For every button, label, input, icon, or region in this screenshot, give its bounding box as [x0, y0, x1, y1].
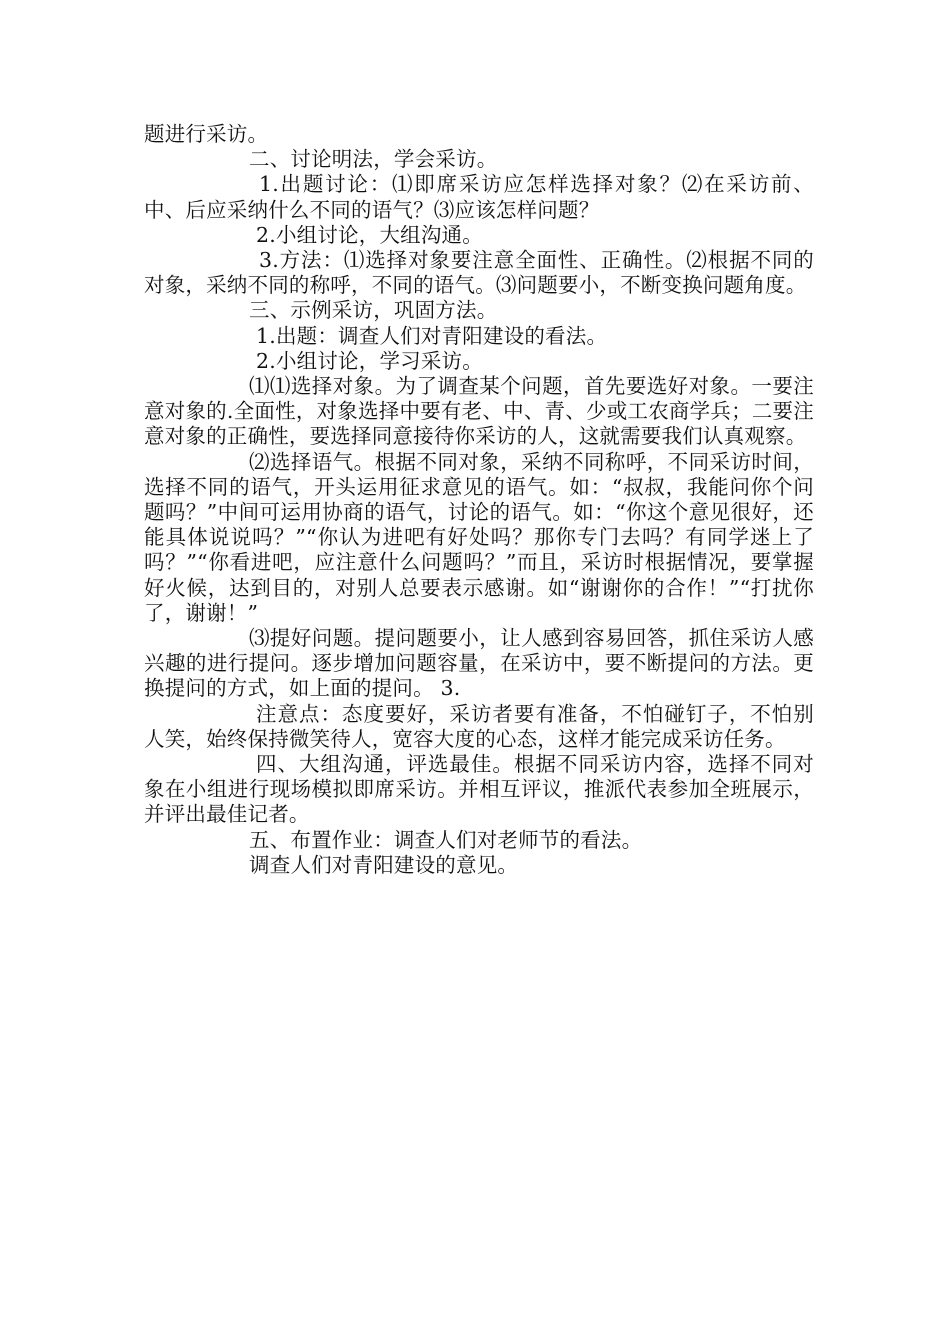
paragraph-2-3: 3.方法：⑴选择对象要注意全面性、正确性。⑵根据不同的对象，采纳不同的称呼，不同的语气。⑶问题要小，不断变换问题角度。 — [144, 248, 814, 298]
paragraph-2-1: 1.出题讨论：⑴即席采访应怎样选择对象？⑵在采访前、中、后应采纳什么不同的语气？⑶应该怎样问题？ — [144, 172, 814, 222]
paragraph-3-2-2: ⑵选择语气。根据不同对象，采纳不同称呼，不同采访时间，选择不同的语气，开头运用征求意见的语气。如：“叔叔，我能问你个问题吗？”中间可运用协商的语气，讨论的语气。如：“你这个意见很好，还能具体说说吗？”“你认为进吧有好处吗？那你专门去吗？有同学迷上了吗？”“你看进吧，应注意什么问题吗？”而且，采访时根据情况，要掌握好火候，达到目的，对别人总要表示感谢。如“谢谢你的合作！”“打扰你了，谢谢！” — [144, 449, 814, 625]
paragraph-3-2-3: ⑶提好问题。提问题要小，让人感到容易回答，抓住采访人感兴趣的进行提问。逐步增加问题容量，在采访中，要不断提问的方法。更换提问的方式，如上面的提问。 3. — [144, 626, 814, 701]
paragraph-notes: 注意点：态度要好，采访者要有准备，不怕碰钉子，不怕别人笑，始终保持微笑待人，宽容大度的心态，这样才能完成采访任务。 — [144, 701, 814, 751]
section-heading-5: 五、布置作业：调查人们对老师节的看法。 — [249, 827, 643, 852]
paragraph-3-2: 2.小组讨论，学习采访。 — [256, 348, 483, 373]
section-heading-3: 三、示例采访，巩固方法。 — [249, 298, 498, 323]
section-heading-2: 二、讨论明法，学会采访。 — [249, 147, 498, 172]
paragraph-3-2-1: ⑴⑴选择对象。为了调查某个问题，首先要选好对象。一要注意对象的.全面性，对象选择中要有老、中、青、少或工农商学兵；二要注意对象的正确性，要选择同意接待你采访的人，这就需要我们认真观察。 — [144, 374, 814, 449]
paragraph-2-2: 2.小组讨论，大组沟通。 — [256, 222, 483, 247]
section-heading-4: 四、大组沟通，评选最佳。根据不同采访内容，选择不同对象在小组进行现场模拟即席采访。并相互评议，推派代表参加全班展示，并评出最佳记者。 — [144, 752, 814, 827]
paragraph-homework: 调查人们对青阳建设的意见。 — [249, 852, 519, 877]
paragraph-3-1: 1.出题：调查人们对青阳建设的看法。 — [256, 323, 608, 348]
paragraph-continuation: 题进行采访。 — [144, 122, 269, 146]
document-body — [144, 122, 814, 878]
